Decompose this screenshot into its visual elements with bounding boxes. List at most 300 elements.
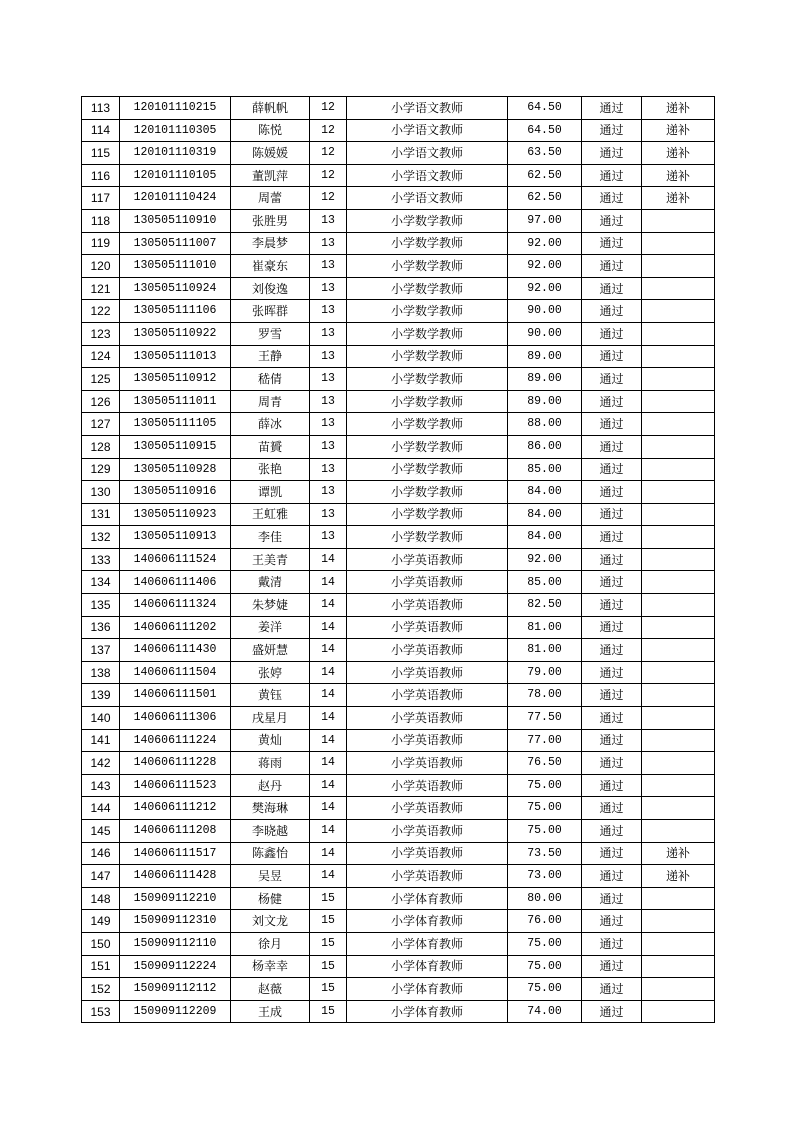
- row-number: 138: [82, 661, 120, 684]
- table-row: [82, 752, 715, 775]
- score-value: 84.00: [508, 503, 582, 526]
- result-status: 通过: [582, 232, 642, 255]
- candidate-name: 吴昱: [231, 865, 310, 888]
- candidate-name: 陈鑫怡: [231, 842, 310, 865]
- table-row: [82, 978, 715, 1001]
- group-code: 13: [310, 503, 347, 526]
- table-row: [82, 322, 715, 345]
- table-row: [82, 616, 715, 639]
- remark: [642, 368, 715, 391]
- candidate-name: 戴清: [231, 571, 310, 594]
- candidate-name: 刘文龙: [231, 910, 310, 933]
- result-status: 通过: [582, 865, 642, 888]
- row-number: 143: [82, 774, 120, 797]
- group-code: 13: [310, 209, 347, 232]
- exam-number: 150909112310: [120, 910, 231, 933]
- group-code: 15: [310, 910, 347, 933]
- row-number: 144: [82, 797, 120, 820]
- group-code: 13: [310, 322, 347, 345]
- candidate-name: 黄钰: [231, 684, 310, 707]
- score-value: 64.50: [508, 119, 582, 142]
- position-name: 小学数学教师: [347, 277, 508, 300]
- candidate-name: 张晖群: [231, 300, 310, 323]
- score-value: 63.50: [508, 142, 582, 165]
- position-name: 小学数学教师: [347, 209, 508, 232]
- row-number: 127: [82, 413, 120, 436]
- result-status: 通过: [582, 887, 642, 910]
- group-code: 13: [310, 458, 347, 481]
- position-name: 小学英语教师: [347, 865, 508, 888]
- position-name: 小学语文教师: [347, 142, 508, 165]
- position-name: 小学数学教师: [347, 458, 508, 481]
- group-code: 13: [310, 232, 347, 255]
- score-value: 82.50: [508, 594, 582, 617]
- position-name: 小学英语教师: [347, 684, 508, 707]
- candidate-name: 刘俊逸: [231, 277, 310, 300]
- table-row: [82, 345, 715, 368]
- exam-number: 130505111105: [120, 413, 231, 436]
- exam-number: 140606111504: [120, 661, 231, 684]
- exam-number: 140606111430: [120, 639, 231, 662]
- group-code: 14: [310, 594, 347, 617]
- row-number: 118: [82, 209, 120, 232]
- candidate-name: 姜洋: [231, 616, 310, 639]
- result-status: 通过: [582, 684, 642, 707]
- row-number: 141: [82, 729, 120, 752]
- candidate-name: 周青: [231, 390, 310, 413]
- score-value: 75.00: [508, 932, 582, 955]
- table-row: [82, 164, 715, 187]
- table-row: [82, 255, 715, 278]
- remark: 递补: [642, 842, 715, 865]
- row-number: 117: [82, 187, 120, 210]
- row-number: 124: [82, 345, 120, 368]
- table-row: [82, 481, 715, 504]
- row-number: 151: [82, 955, 120, 978]
- position-name: 小学数学教师: [347, 345, 508, 368]
- score-value: 85.00: [508, 571, 582, 594]
- group-code: 15: [310, 1000, 347, 1023]
- exam-number: 140606111212: [120, 797, 231, 820]
- table-row: [82, 797, 715, 820]
- group-code: 15: [310, 932, 347, 955]
- remark: [642, 390, 715, 413]
- row-number: 139: [82, 684, 120, 707]
- remark: [642, 277, 715, 300]
- result-status: 通过: [582, 503, 642, 526]
- row-number: 126: [82, 390, 120, 413]
- exam-number: 140606111428: [120, 865, 231, 888]
- score-value: 64.50: [508, 97, 582, 120]
- candidate-name: 王美青: [231, 548, 310, 571]
- table-row: [82, 707, 715, 730]
- remark: [642, 458, 715, 481]
- position-name: 小学数学教师: [347, 526, 508, 549]
- row-number: 142: [82, 752, 120, 775]
- candidate-name: 黄灿: [231, 729, 310, 752]
- remark: [642, 1000, 715, 1023]
- row-number: 121: [82, 277, 120, 300]
- table-row: [82, 887, 715, 910]
- remark: [642, 978, 715, 1001]
- table-row: [82, 865, 715, 888]
- candidate-name: 薛帆帆: [231, 97, 310, 120]
- position-name: 小学语文教师: [347, 97, 508, 120]
- table-row: [82, 639, 715, 662]
- score-value: 76.50: [508, 752, 582, 775]
- exam-number: 150909112209: [120, 1000, 231, 1023]
- position-name: 小学数学教师: [347, 232, 508, 255]
- exam-number: 130505110923: [120, 503, 231, 526]
- row-number: 146: [82, 842, 120, 865]
- group-code: 15: [310, 887, 347, 910]
- position-name: 小学英语教师: [347, 594, 508, 617]
- candidate-name: 董凯萍: [231, 164, 310, 187]
- position-name: 小学英语教师: [347, 571, 508, 594]
- group-code: 14: [310, 752, 347, 775]
- group-code: 12: [310, 164, 347, 187]
- result-status: 通过: [582, 661, 642, 684]
- remark: [642, 729, 715, 752]
- remark: [642, 616, 715, 639]
- result-status: 通过: [582, 481, 642, 504]
- result-status: 通过: [582, 209, 642, 232]
- remark: [642, 300, 715, 323]
- exam-number: 120101110305: [120, 119, 231, 142]
- table-row: [82, 820, 715, 843]
- candidate-name: 陈媛媛: [231, 142, 310, 165]
- table-row: [82, 277, 715, 300]
- remark: [642, 526, 715, 549]
- row-number: 114: [82, 119, 120, 142]
- exam-number: 140606111224: [120, 729, 231, 752]
- score-value: 73.50: [508, 842, 582, 865]
- score-value: 79.00: [508, 661, 582, 684]
- score-value: 90.00: [508, 300, 582, 323]
- result-status: 通过: [582, 955, 642, 978]
- remark: 递补: [642, 97, 715, 120]
- remark: [642, 232, 715, 255]
- exam-number: 120101110319: [120, 142, 231, 165]
- remark: [642, 684, 715, 707]
- position-name: 小学英语教师: [347, 661, 508, 684]
- remark: [642, 707, 715, 730]
- position-name: 小学体育教师: [347, 910, 508, 933]
- position-name: 小学体育教师: [347, 978, 508, 1001]
- candidate-name: 张胜男: [231, 209, 310, 232]
- position-name: 小学数学教师: [347, 435, 508, 458]
- group-code: 14: [310, 774, 347, 797]
- result-status: 通过: [582, 707, 642, 730]
- result-status: 通过: [582, 458, 642, 481]
- table-row: [82, 119, 715, 142]
- group-code: 14: [310, 842, 347, 865]
- position-name: 小学语文教师: [347, 164, 508, 187]
- remark: [642, 209, 715, 232]
- remark: [642, 910, 715, 933]
- row-number: 130: [82, 481, 120, 504]
- group-code: 13: [310, 481, 347, 504]
- result-status: 通过: [582, 774, 642, 797]
- remark: [642, 661, 715, 684]
- table-row: [82, 232, 715, 255]
- table-row: [82, 300, 715, 323]
- position-name: 小学体育教师: [347, 887, 508, 910]
- remark: [642, 797, 715, 820]
- exam-number: 130505110913: [120, 526, 231, 549]
- candidate-name: 罗雪: [231, 322, 310, 345]
- score-value: 75.00: [508, 955, 582, 978]
- row-number: 149: [82, 910, 120, 933]
- score-value: 73.00: [508, 865, 582, 888]
- exam-number: 140606111324: [120, 594, 231, 617]
- row-number: 128: [82, 435, 120, 458]
- exam-number: 140606111306: [120, 707, 231, 730]
- group-code: 13: [310, 413, 347, 436]
- row-number: 129: [82, 458, 120, 481]
- row-number: 119: [82, 232, 120, 255]
- group-code: 13: [310, 255, 347, 278]
- position-name: 小学英语教师: [347, 616, 508, 639]
- group-code: 14: [310, 639, 347, 662]
- candidate-name: 周蕾: [231, 187, 310, 210]
- group-code: 14: [310, 616, 347, 639]
- score-value: 89.00: [508, 390, 582, 413]
- exam-number: 130505111106: [120, 300, 231, 323]
- table-body: [82, 97, 715, 1023]
- table-row: [82, 142, 715, 165]
- remark: [642, 413, 715, 436]
- remark: [642, 774, 715, 797]
- row-number: 125: [82, 368, 120, 391]
- result-status: 通过: [582, 187, 642, 210]
- remark: [642, 571, 715, 594]
- candidate-name: 张艳: [231, 458, 310, 481]
- exam-number: 140606111501: [120, 684, 231, 707]
- candidate-name: 蒋雨: [231, 752, 310, 775]
- remark: [642, 435, 715, 458]
- table-row: [82, 548, 715, 571]
- table-row: [82, 187, 715, 210]
- score-value: 92.00: [508, 277, 582, 300]
- score-value: 86.00: [508, 435, 582, 458]
- table-row: [82, 571, 715, 594]
- remark: [642, 887, 715, 910]
- group-code: 14: [310, 571, 347, 594]
- table-row: [82, 209, 715, 232]
- exam-number: 130505110928: [120, 458, 231, 481]
- position-name: 小学数学教师: [347, 503, 508, 526]
- result-status: 通过: [582, 639, 642, 662]
- candidate-name: 赵薇: [231, 978, 310, 1001]
- position-name: 小学数学教师: [347, 300, 508, 323]
- row-number: 123: [82, 322, 120, 345]
- candidate-name: 盛妍慧: [231, 639, 310, 662]
- group-code: 13: [310, 345, 347, 368]
- score-value: 84.00: [508, 526, 582, 549]
- group-code: 13: [310, 368, 347, 391]
- exam-number: 120101110215: [120, 97, 231, 120]
- results-table: [81, 96, 715, 1023]
- exam-number: 140606111228: [120, 752, 231, 775]
- score-value: 81.00: [508, 639, 582, 662]
- result-status: 通过: [582, 1000, 642, 1023]
- group-code: 14: [310, 661, 347, 684]
- remark: [642, 503, 715, 526]
- exam-number: 140606111208: [120, 820, 231, 843]
- remark: 递补: [642, 164, 715, 187]
- result-status: 通过: [582, 729, 642, 752]
- position-name: 小学英语教师: [347, 820, 508, 843]
- table-row: [82, 842, 715, 865]
- exam-number: 120101110424: [120, 187, 231, 210]
- table-row: [82, 435, 715, 458]
- exam-number: 130505110915: [120, 435, 231, 458]
- candidate-name: 张婷: [231, 661, 310, 684]
- candidate-name: 李晨梦: [231, 232, 310, 255]
- position-name: 小学体育教师: [347, 932, 508, 955]
- row-number: 115: [82, 142, 120, 165]
- group-code: 12: [310, 119, 347, 142]
- table-row: [82, 932, 715, 955]
- table-row: [82, 458, 715, 481]
- candidate-name: 李晓越: [231, 820, 310, 843]
- score-value: 84.00: [508, 481, 582, 504]
- table-row: [82, 729, 715, 752]
- candidate-name: 苗贇: [231, 435, 310, 458]
- result-status: 通过: [582, 277, 642, 300]
- row-number: 122: [82, 300, 120, 323]
- candidate-name: 薛冰: [231, 413, 310, 436]
- group-code: 14: [310, 684, 347, 707]
- result-status: 通过: [582, 142, 642, 165]
- score-value: 89.00: [508, 368, 582, 391]
- position-name: 小学英语教师: [347, 548, 508, 571]
- group-code: 13: [310, 435, 347, 458]
- candidate-name: 樊海琳: [231, 797, 310, 820]
- group-code: 12: [310, 97, 347, 120]
- exam-number: 130505110922: [120, 322, 231, 345]
- score-value: 81.00: [508, 616, 582, 639]
- candidate-name: 王虹雅: [231, 503, 310, 526]
- exam-number: 150909112224: [120, 955, 231, 978]
- row-number: 131: [82, 503, 120, 526]
- result-status: 通过: [582, 548, 642, 571]
- score-value: 77.00: [508, 729, 582, 752]
- candidate-name: 谭凯: [231, 481, 310, 504]
- table-row: [82, 503, 715, 526]
- position-name: 小学语文教师: [347, 119, 508, 142]
- position-name: 小学体育教师: [347, 955, 508, 978]
- candidate-name: 杨幸幸: [231, 955, 310, 978]
- table-row: [82, 1000, 715, 1023]
- group-code: 14: [310, 707, 347, 730]
- score-value: 62.50: [508, 164, 582, 187]
- group-code: 13: [310, 277, 347, 300]
- row-number: 150: [82, 932, 120, 955]
- score-value: 97.00: [508, 209, 582, 232]
- candidate-name: 杨健: [231, 887, 310, 910]
- remark: [642, 548, 715, 571]
- score-value: 89.00: [508, 345, 582, 368]
- group-code: 14: [310, 548, 347, 571]
- table-row: [82, 594, 715, 617]
- exam-number: 130505111011: [120, 390, 231, 413]
- remark: 递补: [642, 142, 715, 165]
- result-status: 通过: [582, 345, 642, 368]
- score-value: 75.00: [508, 978, 582, 1001]
- exam-number: 140606111517: [120, 842, 231, 865]
- score-value: 75.00: [508, 797, 582, 820]
- candidate-name: 王成: [231, 1000, 310, 1023]
- position-name: 小学英语教师: [347, 774, 508, 797]
- position-name: 小学英语教师: [347, 842, 508, 865]
- group-code: 13: [310, 300, 347, 323]
- result-status: 通过: [582, 435, 642, 458]
- row-number: 133: [82, 548, 120, 571]
- exam-number: 130505111013: [120, 345, 231, 368]
- remark: [642, 481, 715, 504]
- remark: [642, 345, 715, 368]
- remark: [642, 322, 715, 345]
- result-status: 通过: [582, 910, 642, 933]
- exam-number: 140606111202: [120, 616, 231, 639]
- table-row: [82, 774, 715, 797]
- remark: [642, 955, 715, 978]
- result-status: 通过: [582, 820, 642, 843]
- candidate-name: 嵇倩: [231, 368, 310, 391]
- candidate-name: 陈悦: [231, 119, 310, 142]
- group-code: 14: [310, 865, 347, 888]
- score-value: 62.50: [508, 187, 582, 210]
- result-status: 通过: [582, 571, 642, 594]
- group-code: 14: [310, 797, 347, 820]
- table-row: [82, 684, 715, 707]
- row-number: 152: [82, 978, 120, 1001]
- row-number: 134: [82, 571, 120, 594]
- candidate-name: 王静: [231, 345, 310, 368]
- remark: [642, 594, 715, 617]
- result-status: 通过: [582, 164, 642, 187]
- position-name: 小学数学教师: [347, 390, 508, 413]
- group-code: 12: [310, 187, 347, 210]
- result-status: 通过: [582, 322, 642, 345]
- position-name: 小学数学教师: [347, 481, 508, 504]
- result-status: 通过: [582, 526, 642, 549]
- table-row: [82, 955, 715, 978]
- group-code: 14: [310, 729, 347, 752]
- row-number: 135: [82, 594, 120, 617]
- table-row: [82, 661, 715, 684]
- score-value: 75.00: [508, 774, 582, 797]
- exam-number: 150909112110: [120, 932, 231, 955]
- candidate-name: 崔豪东: [231, 255, 310, 278]
- exam-number: 120101110105: [120, 164, 231, 187]
- result-status: 通过: [582, 368, 642, 391]
- result-status: 通过: [582, 932, 642, 955]
- table-row: [82, 910, 715, 933]
- candidate-name: 朱梦婕: [231, 594, 310, 617]
- exam-number: 130505111007: [120, 232, 231, 255]
- position-name: 小学数学教师: [347, 368, 508, 391]
- position-name: 小学英语教师: [347, 707, 508, 730]
- score-value: 75.00: [508, 820, 582, 843]
- position-name: 小学英语教师: [347, 797, 508, 820]
- result-status: 通过: [582, 752, 642, 775]
- position-name: 小学体育教师: [347, 1000, 508, 1023]
- score-value: 90.00: [508, 322, 582, 345]
- row-number: 136: [82, 616, 120, 639]
